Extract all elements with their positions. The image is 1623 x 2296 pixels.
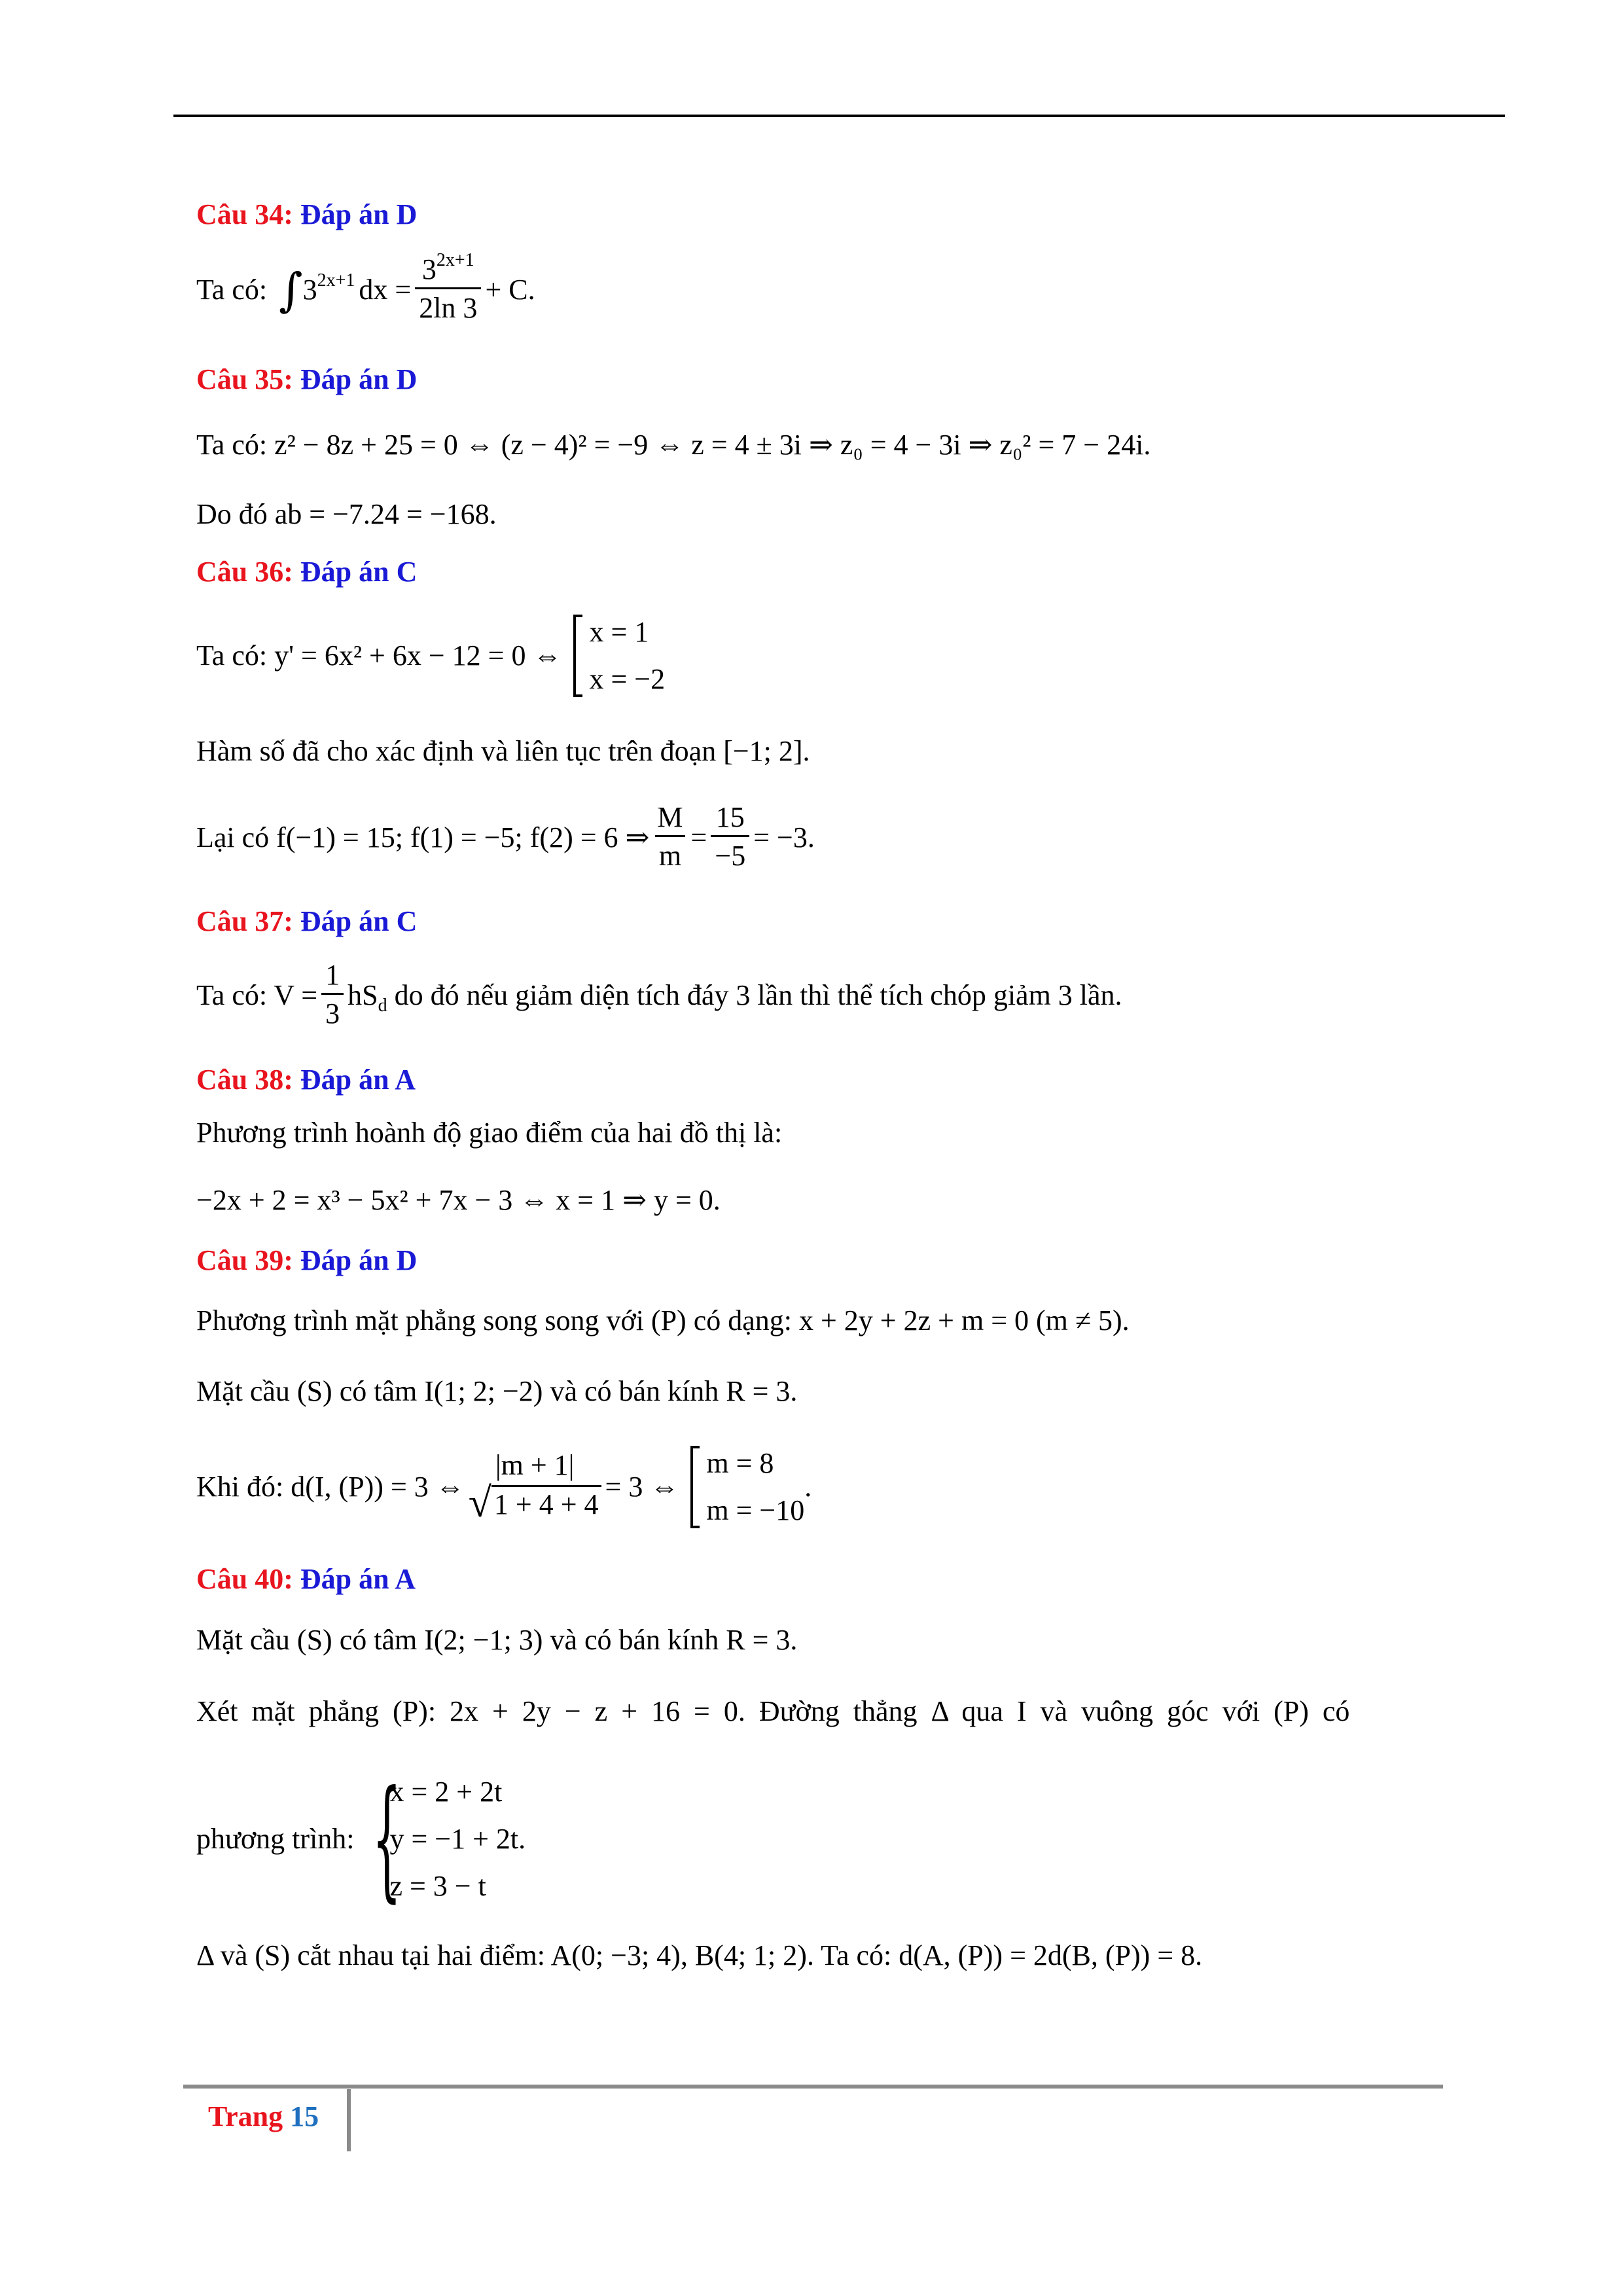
q34-heading	[196, 196, 417, 233]
q34-answer: Đáp án D	[300, 198, 418, 230]
page-footer	[208, 2100, 319, 2133]
q36-line3	[196, 800, 815, 875]
q37-rest: do đó nếu giảm diện tích đáy 3 lần thì thể tích chóp giảm 3 lần.	[387, 978, 1122, 1011]
q37-heading	[196, 903, 417, 940]
q40-number: Câu 40:	[196, 1563, 293, 1595]
q34-number: Câu 34:	[196, 198, 293, 230]
q40-heading	[196, 1561, 416, 1598]
q36-lead: Ta có: y' = 6x² + 6x − 12 = 0 ⇔	[196, 639, 562, 672]
q37-answer: Đáp án C	[300, 905, 418, 937]
q36-equals: =	[690, 821, 707, 853]
q34-line	[196, 252, 535, 327]
q40-sys1: x = 2 + 2t	[389, 1776, 503, 1808]
page-number: 15	[290, 2100, 319, 2132]
q40-answer: Đáp án A	[300, 1563, 416, 1595]
q36-case1: x = 1	[589, 616, 649, 648]
integral-sign: ∫	[279, 262, 303, 317]
q39-heading	[196, 1242, 417, 1279]
q37-number: Câu 37:	[196, 905, 293, 937]
header-rule	[173, 115, 1505, 117]
q39-fraction: |m + 1| √ 1 + 4 + 4	[469, 1448, 601, 1526]
q36-answer: Đáp án C	[300, 556, 418, 588]
q39-cases	[706, 1440, 804, 1534]
q35-number: Câu 35:	[196, 363, 293, 395]
q40-sys2: y = −1 + 2t.	[389, 1823, 526, 1855]
q37-lead: Ta có: V =	[196, 978, 318, 1011]
q39-line1: Phương trình mặt phẳng song song với (P) có dạng: x + 2y + 2z + m = 0 (m ≠ 5).	[196, 1304, 1130, 1336]
q40-line1: Mặt cầu (S) có tâm I(2; −1; 3) và có bán kính R = 3.	[196, 1624, 798, 1656]
q36-result: = −3.	[753, 821, 815, 853]
q40-line3	[196, 1763, 526, 1915]
footer-divider	[347, 2089, 351, 2151]
q34-integrand: $3^{2x+1}$	[302, 270, 355, 306]
q35-heading	[196, 361, 417, 398]
q38-answer: Đáp án A	[300, 1064, 416, 1096]
q39-case1: m = 8	[706, 1447, 774, 1479]
q39-mid: = 3 ⇔	[605, 1471, 679, 1503]
q39-dot: .	[804, 1471, 812, 1503]
footer-rule	[183, 2085, 1443, 2089]
q34-lead: Ta có:	[196, 273, 268, 306]
footer-label: Trang	[208, 2100, 283, 2132]
q40-sys3: z = 3 − t	[389, 1870, 486, 1902]
q36-cases	[589, 609, 665, 703]
q36-line1	[196, 609, 665, 703]
q38-line2: −2x + 2 = x³ − 5x² + 7x − 3 ⇔ x = 1 ⇒ y = 0.	[196, 1184, 721, 1216]
q36-case2: x = −2	[589, 663, 666, 695]
q34-fraction: $\frac{3^{2x+1}}{2\ln 3}$	[415, 252, 481, 327]
q36-number: Câu 36:	[196, 556, 293, 588]
q37-fraction: $\frac{1}{3}$	[321, 958, 344, 1033]
q35-answer: Đáp án D	[300, 363, 418, 395]
q40-line4: Δ và (S) cắt nhau tại hai điểm: A(0; −3; 4), B(4; 1; 2). Ta có: d(A, (P)) = 2d(B, (P)) = 8.	[196, 1939, 1203, 1971]
q36-line2: Hàm số đã cho xác định và liên tục trên đoạn [−1; 2].	[196, 735, 810, 767]
q35-line2: Do đó ab = −7.24 = −168.	[196, 498, 497, 530]
q38-heading	[196, 1062, 416, 1098]
q36-fraction-values: $\frac{15}{-5}$	[711, 800, 749, 875]
system-brace: {	[372, 1763, 402, 1915]
q39-line3	[196, 1440, 812, 1534]
q39-lead: Khi đó: d(I, (P)) = 3 ⇔	[196, 1471, 465, 1503]
q39-line2: Mặt cầu (S) có tâm I(1; 2; −2) và có bán kính R = 3.	[196, 1375, 798, 1407]
q34-tail: + C.	[485, 273, 535, 306]
q38-number: Câu 38:	[196, 1064, 293, 1096]
q39-answer: Đáp án D	[300, 1244, 418, 1276]
q37-hsd: $hS_d$	[348, 978, 387, 1016]
q36-heading	[196, 554, 417, 590]
sqrt-sign: √ 1 + 4 + 4	[469, 1483, 601, 1522]
cases-bracket	[690, 1446, 700, 1528]
q34-dx: dx =	[359, 273, 412, 306]
q36-fraction-mm: $\frac{M}{m}$	[653, 800, 687, 875]
q40-lead: phương trình:	[196, 1823, 355, 1855]
q38-line1: Phương trình hoành độ giao điểm của hai đồ thị là:	[196, 1117, 783, 1149]
q39-number: Câu 39:	[196, 1244, 293, 1276]
q37-line	[196, 958, 1122, 1033]
cases-bracket	[573, 615, 582, 697]
q39-case2: m = −10	[706, 1494, 805, 1526]
q36-line3-text: Lại có f(−1) = 15; f(1) = −5; f(2) = 6 ⇒	[196, 821, 650, 853]
q35-line1: Ta có: z² − 8z + 25 = 0 ⇔ (z − 4)² = −9 ⇔ z = 4 ± 3i ⇒ z₀ = 4 − 3i ⇒ z₀² = 7 − 24i.	[196, 429, 1151, 461]
q40-line2: Xét mặt phẳng (P): 2x + 2y − z + 16 = 0. Đường thẳng Δ qua I và vuông góc với (P) có	[196, 1695, 1350, 1727]
q40-system	[389, 1768, 526, 1910]
